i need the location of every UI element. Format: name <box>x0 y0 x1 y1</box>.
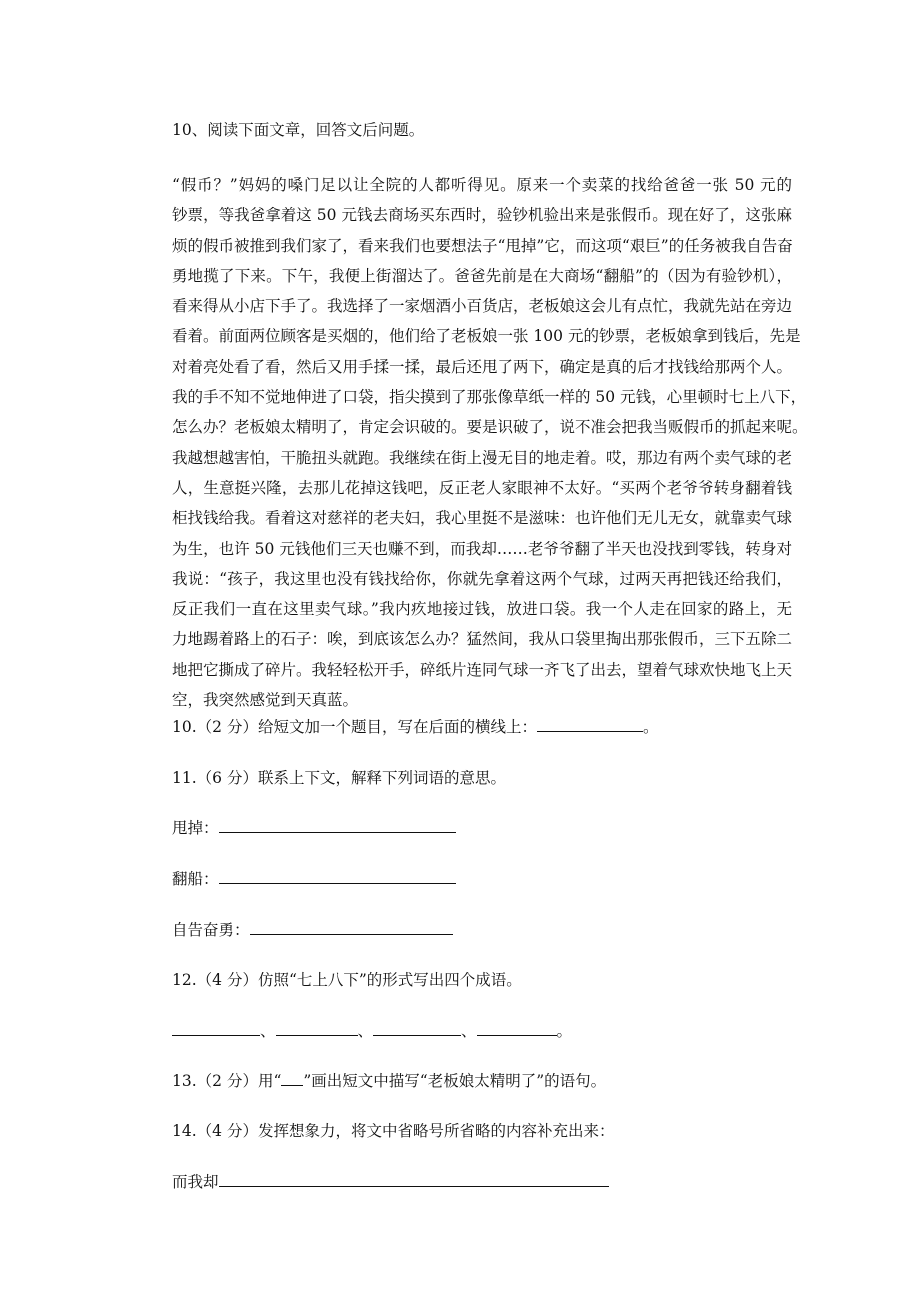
passage-line: 看着。前面两位顾客是买烟的，他们给了老板娘一张 100 元的钞票，老板娘拿到钱后，先是 <box>172 327 801 346</box>
answer-blank-idiom-4[interactable] <box>477 1019 557 1036</box>
question-11-item-1 <box>172 816 456 840</box>
question-10-text: 10.（2 分）给短文加一个题目，写在后面的横线上： <box>172 718 537 736</box>
answer-blank-title[interactable] <box>537 715 643 732</box>
passage-line: 我越想越害怕，干脆扭头就跑。我继续在街上漫无目的地走着。哎，那边有两个卖气球的老 <box>172 448 793 467</box>
question-14-answer <box>172 1170 609 1194</box>
passage-line: “假币？”妈妈的嗓门足以让全院的人都听得见。原来一个卖菜的找给爸爸一张 50 元的 <box>172 176 792 194</box>
section-heading: 10、阅读下面文章，回答文后问题。 <box>172 121 425 139</box>
answer-blank-term-3[interactable] <box>250 918 453 935</box>
passage-line: 空，我突然感觉到天真蓝。 <box>172 691 359 710</box>
answer-blank-ellipsis[interactable] <box>219 1170 609 1187</box>
answer-blank-idiom-3[interactable] <box>373 1019 461 1036</box>
passage-line: 我说：“孩子，我这里也没有钱找给你，你就先拿着这两个气球，过两天再把钱还给我们， <box>172 569 792 588</box>
question-13 <box>172 1069 606 1093</box>
term-label: 甩掉： <box>172 819 219 837</box>
passage-line: 人，生意挺兴隆，去那儿花掉这钱吧，反正老人家眼神不太好。“买两个老爷爷转身翻着钱 <box>172 478 792 497</box>
answer-blank-term-2[interactable] <box>219 867 456 884</box>
question-10-end: 。 <box>642 718 659 736</box>
question-11-item-3 <box>172 918 453 942</box>
answer-blank-idiom-2[interactable] <box>276 1019 358 1036</box>
separator: 。 <box>556 1022 573 1040</box>
separator: 、 <box>260 1022 276 1040</box>
question-12 <box>172 968 522 992</box>
passage-line: 对着亮处看了看，然后又用手揉一揉，最后还甩了两下，确定是真的后才找钱给那两个人。 <box>172 357 793 376</box>
passage-line: 反正我们一直在这里卖气球。”我内疚地接过钱，放进口袋。我一个人走在回家的路上，无 <box>172 600 792 619</box>
passage-line: 我的手不知不觉地伸进了口袋，指尖摸到了那张像草纸一样的 50 元钱，心里顿时七上八下， <box>172 388 807 407</box>
term-label: 翻船： <box>172 870 219 888</box>
question-11-item-2 <box>172 867 456 891</box>
passage-line: 勇地揽了下来。下午，我便上街溜达了。爸爸先前是在大商场“翻船”的（因为有验钞机）， <box>172 266 792 285</box>
answer-blank-idiom-1[interactable] <box>172 1019 260 1036</box>
question-11-text: 11.（6 分）联系上下文，解释下列词语的意思。 <box>172 769 506 787</box>
question-14-text: 14.（4 分）发挥想象力，将文中省略号所省略的内容补充出来： <box>172 1122 615 1140</box>
passage-line: 看来得从小店下手了。我选择了一家烟酒小百货店，老板娘这会儿有点忙，我就先站在旁边 <box>172 297 793 316</box>
answer-blank-term-1[interactable] <box>219 816 456 833</box>
separator: 、 <box>357 1022 374 1040</box>
question-13-after: ”画出短文中描写“老板娘太精明了”的语句。 <box>303 1072 607 1090</box>
term-label: 自告奋勇： <box>172 921 250 939</box>
separator: 、 <box>461 1022 477 1040</box>
passage-line: 为生，也许 50 元钱他们三天也赚不到，而我却……老爷爷翻了半天也没找到零钱，转身对 <box>172 539 792 558</box>
question-14 <box>172 1119 614 1143</box>
passage-line: 地把它撕成了碎片。我轻轻松开手，碎纸片连同气球一齐飞了出去，望着气球欢快地飞上天 <box>172 660 793 679</box>
answer-prefix: 而我却 <box>172 1173 219 1191</box>
passage-line: 烦的假币被推到我们家了，看来我们也要想法子“甩掉”它，而这项“艰巨”的任务被我自告奋 <box>172 236 793 255</box>
passage-line: 怎么办？老板娘太精明了，肯定会识破的。要是识破了，说不准会把我当贩假币的抓起来呢。 <box>172 418 808 437</box>
passage-line: 钞票，等我爸拿着这 50 元钱去商场买东西时，验钞机验出来是张假币。现在好了，这张麻 <box>172 206 792 225</box>
passage-line: 力地踢着路上的石子：唉，到底该怎么办？猛然间，我从口袋里掏出那张假币，三下五除二 <box>172 630 793 649</box>
reading-passage <box>172 170 808 715</box>
underline-sample <box>281 1069 303 1086</box>
question-12-text: 12.（4 分）仿照“七上八下”的形式写出四个成语。 <box>172 971 522 989</box>
question-10 <box>172 715 658 739</box>
question-13-before: 13.（2 分）用“ <box>172 1072 282 1090</box>
question-11 <box>172 766 506 790</box>
passage-line: 柜找钱给我。看着这对慈祥的老夫妇，我心里挺不是滋味：也许他们无儿无女，就靠卖气球 <box>172 509 793 528</box>
question-12-answers <box>172 1019 572 1043</box>
